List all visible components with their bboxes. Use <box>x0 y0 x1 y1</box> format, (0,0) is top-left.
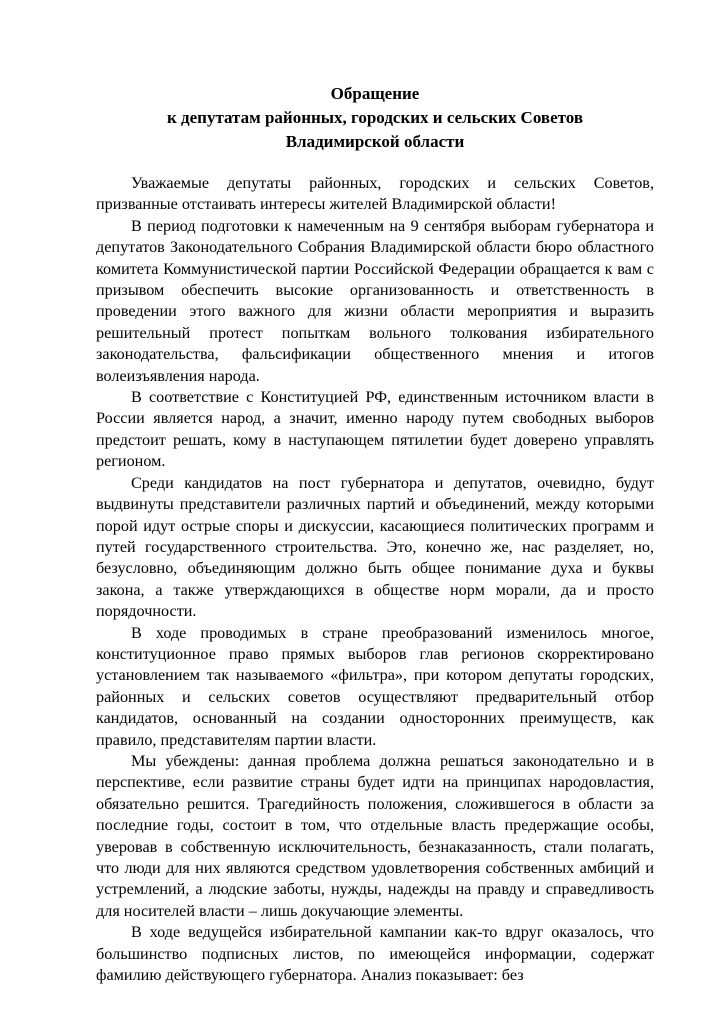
paragraph-greeting: Уважаемые депутаты районных, городских и сельских Советов, призванные отстаивать интересы жителей Владимирской области! <box>96 174 654 214</box>
paragraph-filter: В ходе проводимых в стране преобразований изменилось многое, конституционное право прямых выборов глав регионов скорректировано установлением так называемого «фильтра», при котором депутаты городских, районных и сельских советов осуществляют предварительный отбор кандидатов, основанный на создании односторонних преимуществ, как правило, представителям партии власти. <box>96 623 654 749</box>
paragraph-constitution: В соответствие с Конституцией РФ, единственным источником власти в России является народ, а значит, именно народу путем свободных выборов предстоит решать, кому в наступающем пятилетии будет доверено управлять регионом. <box>96 388 654 471</box>
paragraph-conviction: Мы убеждены: данная проблема должна решаться законодательно и в перспективе, если развитие страны будет идти на принципах народовластия, обязательно решится. Трагедийность положения, сложившегося в области за последние годы, состоит в том, что отдельные власть предержащие особы, уверовав в собственную исключительность, безнаказанность, стали полагать, что люди для них являются средством удовлетворения собственных амбиций и устремлений, а людские заботы, нужды, надежды на правду и справедливость для носителей власти – лишь докучающие элементы. <box>96 751 654 920</box>
title-line-3: Владимирской области <box>285 132 465 151</box>
paragraph-election-appeal: В период подготовки к намеченным на 9 сентября выборам губернатора и депутатов Законодательного Собрания Владимирской области бюро областного комитета Коммунистической партии Российской Федерации обращается к вам с призывом обеспечить высокие организованность и ответственность в проведении этого важного для жизни области мероприятия и выразить решительный протест попыткам вольного толкования избирательного законодательства, фальсификации общественного мнения и итогов волеизъявления народа. <box>96 216 654 385</box>
document-body <box>96 173 654 986</box>
title-line-1: Обращение <box>330 84 420 103</box>
document-title <box>96 82 654 154</box>
title-line-2: к депутатам районных, городских и сельских Советов <box>166 108 584 127</box>
paragraph-candidates: Среди кандидатов на пост губернатора и депутатов, очевидно, будут выдвинуты представители различных партий и объединений, между которыми порой идут острые споры и дискуссии, касающиеся политических программ и путей государственного строительства. Это, конечно же, нас разделяет, но, безусловно, объединяющим должно быть общее понимание духа и буквы закона, а также утверждающихся в обществе норм морали, да и просто порядочности. <box>96 473 654 621</box>
paragraph-campaign: В ходе ведущейся избирательной кампании как-то вдруг оказалось, что большинство подписных листов, по имеющейся информации, содержат фамилию действующего губернатора. Анализ показывает: без <box>96 923 654 985</box>
document-page <box>96 82 654 986</box>
